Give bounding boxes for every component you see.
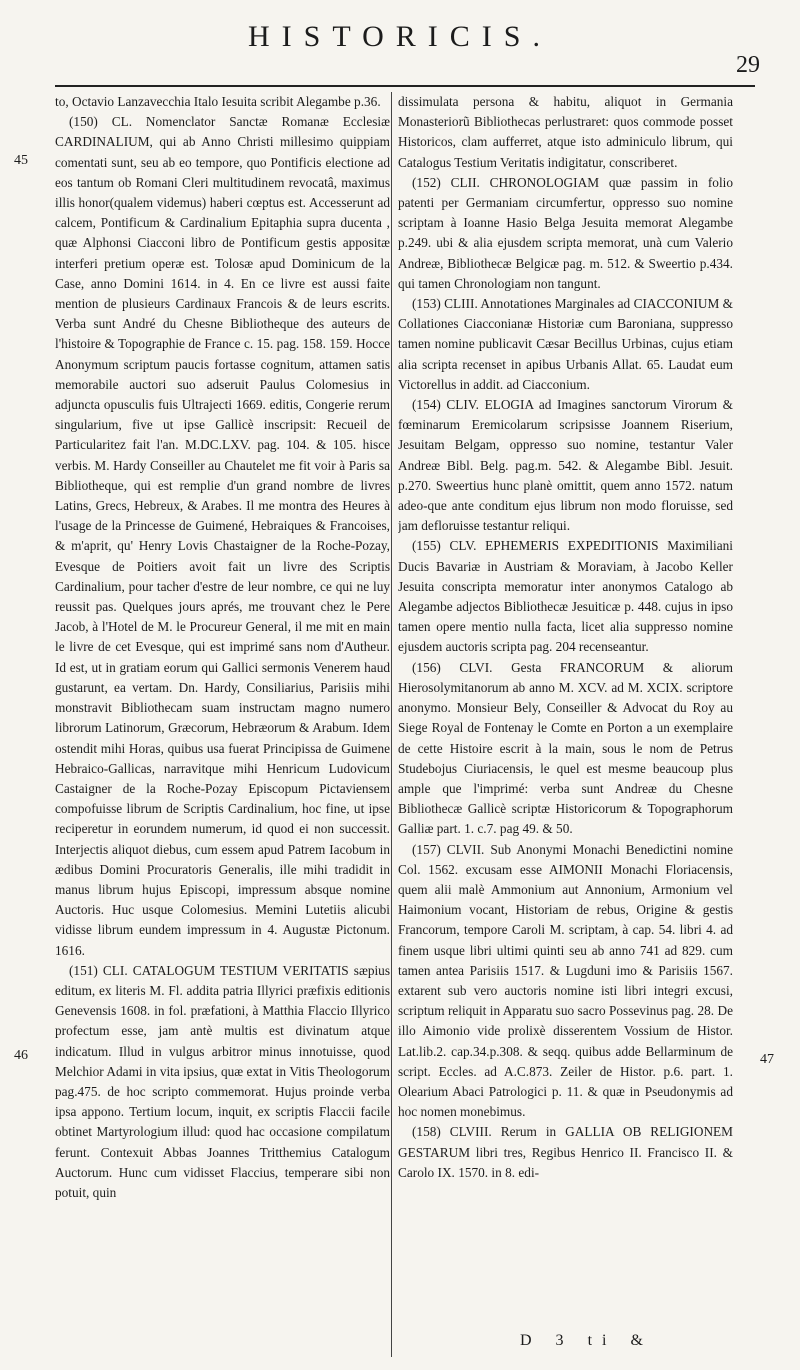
- signature-mark: D 3: [520, 1332, 574, 1349]
- paragraph: (150) CL. Nomenclator Sanctæ Romanæ Ecclesiæ CARDINALIUM, qui ab Anno Christi millesimo quippiam comentati sunt, seu ab eo tempore, quo Pontificis electione ad eos tantum ob Romani Cleri multitudinem revocatâ, maximus illis honor(qualem videmus) haberi cœptus est. Accesserunt ad calcem, Pontificum & Cardinalium Epitaphia supra ducenta , quæ Alphonsi Ciacconi libro de Pontificum gestis appositæ interferi pretium operæ est. Tolosæ apud Dominicum de la Case, anno Domini 1614. in 4. En ce livre est aussi faite mention de plusieurs Cardinaux Francois & de leurs escrits. Verba sunt André du Chesne Bibliotheque des auteurs de l'histoire & Topographie de France c. 15. pag. 158. 159. Hocce Anonymum scriptum paucis fortasse cognitum, attamen satis memorabile auctori suo adseruit Paulus Colomesius in adjuncta opusculis fuis Ultrajecti 1669. editis, Congerie rerum singularium, five ut ipse Gallicè inscripsit: Recueil de Particularitez fait l'an. M.DC.LXV. pag. 104. & 105. hisce verbis. M. Hardy Conseiller au Chautelet me fit voir à Paris sa Bibliotheque, qui est remplie d'un grand nombre de livres Latins, Grecs, Hebreux, & Arabes. Il me montra des Heures à l'usage de la Princesse de Guimené, Hebraiques & Francoises, & m'aprit, qu' Henry Lovis Chastaigner de la Roche-Pozay, Evesque de Poitiers avoit fait un livre des Scriptis Cardinalium, pour tacher d'estre de leur nombre, ce qui ne luy reussit pas. Quelques jours aprés, me trouvant chez le Pere Jacob, à l'Hotel de M. le Procureur General, il me mit en main le livre de cet Evesque, qui est imprimé sans nom d'Autheur. Id est, ut in gratiam eorum qui Gallici sermonis Venerem haud gustarunt, ea vertam. Dn. Hardy, Consiliarius, Parisiis mihi monstravit Bibliothecam suam instructam magno numero librorum Latinorum, Græcorum, Hebræorum & Arabum. Idem ostendit mihi Horas, quibus usa fuerat Principissa de Guimene Hebraico-Gallicas, narravitque mihi Henricum Ludovicum Castaigner de la Roche-Pozay Episcopum Pictaviensem compofuisse librum de Scriptis Cardinalium, hoc fine, ut ipse reciperetur in eorundem numerum, id quod ei non successit. Interjectis aliquot diebus, cum essem apud Patrem Iacobum in ædibus Domini Procuratoris Generalis, ille mihi tradidit in manus librum hujus Episcopi, impressum absque nomine Auctoris. Huc usque Colomesius. Memini Lutetiis alicubi vidisse librum eundem impressum in 4. Augustæ Pictonum. 1616.: [55, 114, 390, 958]
- margin-number: 46: [14, 1048, 28, 1063]
- page-number: 29: [736, 52, 760, 78]
- paragraph: (158) CLVIII. Rerum in GALLIA OB RELIGIONEM GESTARUM libri tres, Regibus Henrico II. Francisco II. & Carolo IX. 1570. in 8. edi-: [398, 1124, 733, 1180]
- paragraph: to, Octavio Lanzavecchia Italo Iesuita scribit Alegambe p.36.: [55, 94, 381, 109]
- right-column: [398, 92, 733, 1357]
- left-column: [55, 92, 390, 1357]
- margin-number: 45: [14, 153, 28, 168]
- paragraph: (151) CLI. CATALOGUM TESTIUM VERITATIS sæpius editum, ex literis M. Fl. addita patria Illyrici præfixis editionis Genevensis 1608. in fol. præfationi, à Matthia Flaccio Illyrico profectum esse, jam antè multis est divinatum atque indicatum. Illud in vulgus arbitror minus innotuisse, quod Melchior Adami in vita ipsius, quæ extat in Vitis Theologorum pag.475. de hoc scripto commemorat. Hujus proinde verba ipsa appono. Tertium locum, inquit, ex scriptis Flaccii facile obtinet Martyrologium illud: quod hac occasione compilatum ferunt. Contexuit Abbas Joannes Tritthemius Catalogum Auctorum. Hunc cum vidisset Flaccius, temperare sibi non potuit, quin: [55, 962, 390, 1200]
- paragraph: (154) CLIV. ELOGIA ad Imagines sanctorum Virorum & fœminarum Eremicolarum scripsisse Joannem Riserium, Jesuitam Belgam, oppresso suo nomine, testantur Valer Andreæ Bibl. Belg. pag.m. 542. & Alegambe Bibl. Jesuit. p.270. Sweertius hunc planè omittit, quem anno 1572. natum adeo-que ante conditum ejus librum non modo floruisse, sed jam defloruisse testantur reliqui.: [398, 397, 733, 534]
- footer-signature: [520, 1332, 653, 1350]
- paragraph: (157) CLVII. Sub Anonymi Monachi Benedictini nomine Col. 1562. excusam esse AIMONII Monachi Floriacensis, quem alii malè Ammonium aut Annonium, Armonium vel Haimonium vocant, Historiam de rebus, Origine & gestis Francorum, tempore Caroli M. scriptam, à cap. 54. libri 4. ad finem usque libri ultimi quinti seu ab anno 741 ad 829. cum tamen antea Parisiis 1517. & Lugduni imo & Parisiis 1567. extarent sub vero auctoris nomine isti libri integri excusi, scriptum reliquit in Apparatu suo sacro Possevinus pag. 28. De illo Aimonio vide prolixè disserentem Vossium de Histor. Lat.lib.2. cap.34.p.308. & seqq. quibus adde Bellarminum de script. Eccles. ad A.C.873. Zeiler de Histor. p.6. part. 1. Olearium Abaci Patrologici p. 11. & quæ in Pseudonymis ad hoc nomen monebimus.: [398, 841, 733, 1120]
- page-header: [0, 0, 800, 92]
- margin-number: 47: [760, 1052, 774, 1067]
- header-rule: [55, 85, 755, 87]
- paragraph: (152) CLII. CHRONOLOGIAM quæ passim in folio patenti per Germaniam circumfertur, oppresso suo nomine scriptam à Ioanne Hasio Belga Jesuita memorat Alegambe p.249. ubi & alia ejusdem scripta memorat, unà cum Valerio Andreæ, Bibliothecæ Belgicæ pag. m. 512. & Sweertio p.434. qui tamen Chronologiam non tangunt.: [398, 174, 733, 291]
- paragraph: (155) CLV. EPHEMERIS EXPEDITIONIS Maximiliani Ducis Bavariæ in Austriam & Moraviam, à Jacobo Keller Jesuita conscripta memoratur inter anonymos Catalogo ab Alegambe adjectos Bibliothecæ Jesuiticæ p. 448. cujus in ipso tamen opere mentio nulla facta, licet alia suppresso nomine ejusdem auctoris scripta pag. 204 recenseantur.: [398, 538, 733, 655]
- column-divider: [391, 92, 392, 1357]
- paragraph: dissimulata persona & habitu, aliquot in Germania Monasteriorũ Bibliothecas perlustraret: quos commode posset Historicos, clam aufferret, atque isto adminiculo librum, qui Catalogus Testium Veritatis indigitatur, conscriberet.: [398, 94, 733, 170]
- running-title: HISTORICIS.: [248, 20, 552, 53]
- paragraph: (153) CLIII. Annotationes Marginales ad CIACCONIUM & Collationes Ciacconianæ Historiæ cum Baroniana, suppresso tamen nomine publicavit Cæsar Becillus Urbinas, cujus etiam alia scripta recenset in apibus Urbanis Allat. 65. Laudat eum Victorellus in addit. ad Ciacconium.: [398, 296, 733, 392]
- catchword: ti &: [587, 1332, 653, 1349]
- paragraph: (156) CLVI. Gesta FRANCORUM & aliorum Hierosolymitanorum ab anno M. XCV. ad M. XCIX. scriptore anonymo. Monsieur Bely, Conseiller & Advocat du Roy au Siege Royal de Fontenay le Comte en Porton a un exemplaire de cette Histoire escrit à la main, sous le nom de Petrus Studebojus Ciuriacensis, le quel est mesme beaucoup plus ample que l'imprimé: verba sunt Andreæ du Chesne Bibliothecæ Gallicè scriptæ Historicorum & Topographorum Galliæ part. 1. c.7. pag 49. & 50.: [398, 659, 733, 837]
